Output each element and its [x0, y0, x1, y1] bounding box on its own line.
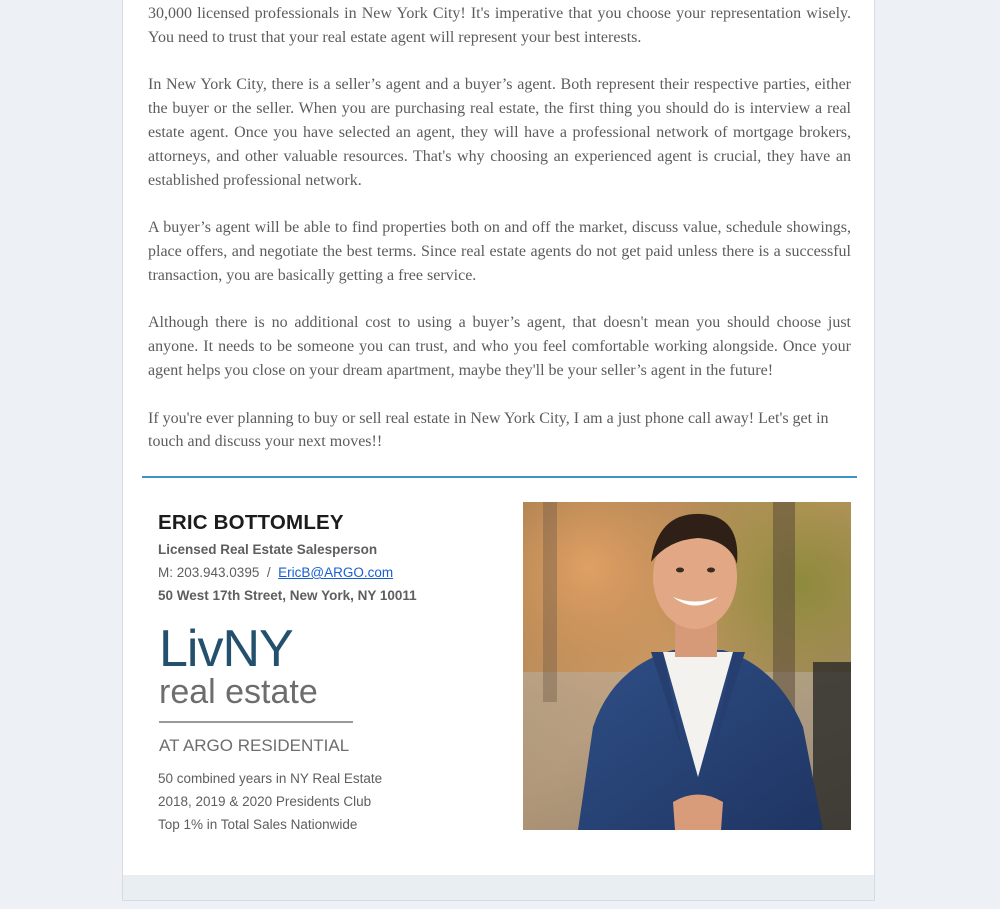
logo-subtitle: real estate [159, 673, 318, 711]
email-signature [148, 505, 438, 835]
stat-line: 2018, 2019 & 2020 Presidents Club [158, 794, 372, 809]
stat-line: 50 combined years in NY Real Estate [158, 771, 383, 786]
section-divider [142, 476, 857, 478]
paragraph: 30,000 licensed professionals in New York City! It's imperative that you choose your representation wisely. You need to trust that your real estate agent will represent your best interests. [148, 5, 851, 46]
email-body [148, 2, 851, 478]
company-logo [156, 620, 366, 755]
agent-stats [158, 767, 382, 836]
logo-tagline: AT ARGO RESIDENTIAL [159, 736, 350, 755]
email-footer [122, 875, 875, 901]
agent-title: Licensed Real Estate Salesperson [158, 542, 378, 557]
logo-wordmark: LivNY [159, 620, 293, 678]
contact-separator: / [266, 565, 271, 580]
paragraph: Although there is no additional cost to using a buyer’s agent, that doesn't mean you should choose just anyone. It needs to be someone you can trust, and who you feel comfortable working alongside. Once your agent helps you close on your dream apartment, maybe they'll be your seller’s agent in the future! [148, 314, 851, 379]
agent-name: ERIC BOTTOMLEY [158, 511, 344, 534]
contact-line [158, 565, 393, 580]
paragraph: A buyer’s agent will be able to find properties both on and off the market, discuss value, schedule showings, place offers, and negotiate the best terms. Since real estate agents do not get paid unless there is a successful transaction, you are basically getting a free service. [148, 219, 851, 284]
email-link[interactable]: EricB@ARGO.com [278, 565, 394, 580]
paragraph: In New York City, there is a seller’s agent and a buyer’s agent. Both represent their respective parties, either the buyer or the seller. When you are purchasing real estate, the first thing you should do is interview a real estate agent. Once you have selected an agent, they will have a professional network of mortgage brokers, attorneys, and other valuable resources. That's why choosing an experienced agent is crucial, they have an established professional network. [148, 76, 851, 189]
paragraph: If you're ever planning to buy or sell real estate in New York City, I am a just phone call away! Let's get in touch and discuss your next moves!! [148, 409, 829, 451]
stat-line: Top 1% in Total Sales Nationwide [158, 817, 358, 832]
agent-photo-image [523, 502, 851, 830]
office-address: 50 West 17th Street, New York, NY 10011 [158, 588, 417, 603]
phone-number: M: 203.943.0395 [158, 565, 260, 580]
agent-photo [523, 502, 851, 830]
logo-rule [159, 721, 353, 723]
